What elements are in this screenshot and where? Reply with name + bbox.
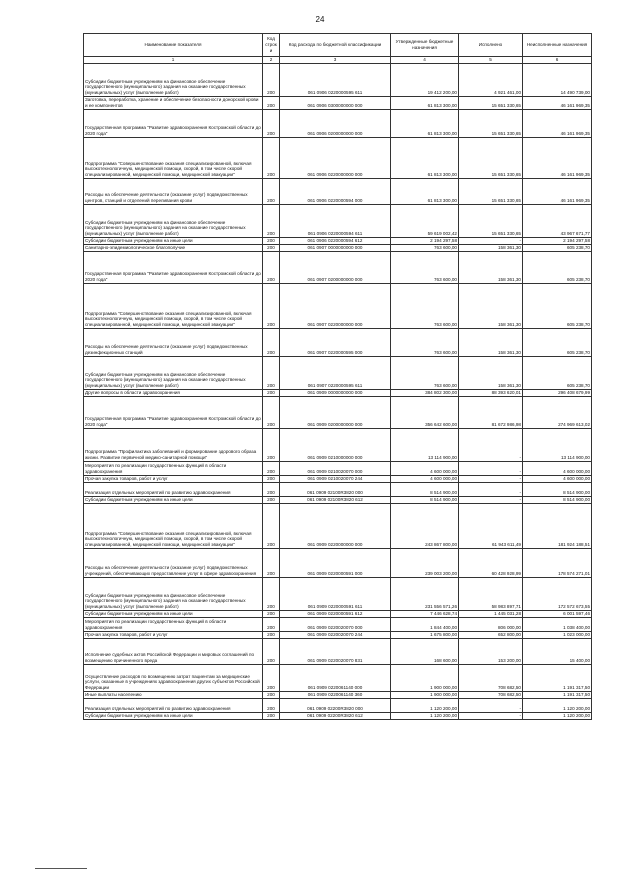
row-unexecuted-cell: 605 238,70 (523, 251, 592, 283)
row-name-cell: Реализация отдельных мероприятий по развитию здравоохранения (84, 482, 263, 496)
row-executed-cell: 15 651 330,65 (459, 137, 523, 178)
row-line-cell: 200 (263, 283, 280, 328)
table-row (84, 356, 592, 389)
row-name-cell: Субсидии бюджетным учреждениям на финансовое обеспечение государственного (муниципального) задания на оказание государственных (муниципальных) услуг (выполнение работ) (84, 356, 263, 389)
row-name-cell: Осуществление расходов по возмещению затрат пациентам за медицинские услуги, оказанные в учреждениях здравоохранения других субъектов Российской Федерации (84, 664, 263, 691)
row-code-cell: 061 0909 0000000000 000 (280, 389, 391, 396)
row-approved-cell: 168 600,00 (391, 638, 459, 664)
row-unexecuted-cell: 296 408 679,99 (523, 389, 592, 396)
row-approved-cell: 61 813 300,00 (391, 137, 459, 178)
row-approved-cell: 1 844 400,00 (391, 617, 459, 631)
table-row (84, 137, 592, 178)
row-executed-cell: 15 651 330,65 (459, 96, 523, 109)
header-budget-code: Код расхода по бюджетной классификации (280, 34, 391, 57)
row-code-cell: 061 0909 0210020070 244 (280, 475, 391, 482)
table-row (84, 461, 592, 475)
row-executed-cell: 60 428 928,99 (459, 548, 523, 577)
row-code-cell: 061 0906 0220000595 611 (280, 63, 391, 96)
row-executed-cell: - (459, 496, 523, 503)
row-name-cell: Расходы на обеспечение деятельности (оказание услуг) подведомственных учреждений, обеспечивающих предоставление услуг в сфере здравоохранения (84, 548, 263, 577)
table-row (84, 328, 592, 356)
table-row (84, 482, 592, 496)
row-approved-cell: 4 600 000,00 (391, 461, 459, 475)
row-approved-cell: 4 600 000,00 (391, 475, 459, 482)
table-row (84, 251, 592, 283)
row-code-cell: 061 0909 0210020070 000 (280, 461, 391, 475)
row-approved-cell: 1 675 800,00 (391, 631, 459, 638)
row-unexecuted-cell: 605 238,70 (523, 356, 592, 389)
table-row (84, 712, 592, 719)
row-code-cell: 061 0909 02100R3820 000 (280, 482, 391, 496)
row-name-cell: Государственная программа "Развитие здравоохранения Костромской области до 2020 года" (84, 109, 263, 137)
row-name-cell: Подпрограмма "Совершенствование оказания специализированной, включая высокотехнологичную, медицинской помощи, скорой, в том числе скорой специализированной, медицинской помощи, медицинской эвакуации" (84, 137, 263, 178)
row-unexecuted-cell: 1 120 200,00 (523, 712, 592, 719)
row-unexecuted-cell: 2 194 297,58 (523, 237, 592, 244)
row-code-cell: 061 0906 0220000000 000 (280, 137, 391, 178)
row-unexecuted-cell: 13 114 900,00 (523, 428, 592, 461)
row-name-cell: Расходы на обеспечение деятельности (оказание услуг) подведомственных дезинфекционных станций (84, 328, 263, 356)
row-code-cell: 061 0907 0220000000 000 (280, 283, 391, 328)
row-code-cell: 061 0909 0220000591 612 (280, 610, 391, 617)
row-approved-cell: 763 600,00 (391, 356, 459, 389)
row-executed-cell: 158 361,30 (459, 251, 523, 283)
table-row (84, 204, 592, 237)
row-line-cell: 200 (263, 428, 280, 461)
row-name-cell: Субсидии бюджетным учреждениям на финансовое обеспечение государственного (муниципального) задания на оказание государственных (муниципальных) услуг (выполнение работ) (84, 204, 263, 237)
row-name-cell: Субсидии бюджетным учреждениям на иные цели (84, 496, 263, 503)
row-line-cell: 200 (263, 356, 280, 389)
row-unexecuted-cell: 1 023 000,00 (523, 631, 592, 638)
row-unexecuted-cell: 14 490 739,00 (523, 63, 592, 96)
row-unexecuted-cell: 605 238,70 (523, 244, 592, 251)
row-approved-cell: 13 114 900,00 (391, 428, 459, 461)
row-approved-cell: 19 412 200,00 (391, 63, 459, 96)
table-row (84, 631, 592, 638)
table-row (84, 237, 592, 244)
row-line-cell: 200 (263, 503, 280, 548)
row-approved-cell: 8 514 900,00 (391, 482, 459, 496)
column-number: 2 (263, 57, 280, 64)
table-row (84, 178, 592, 204)
row-executed-cell: - (459, 461, 523, 475)
row-executed-cell: - (459, 712, 523, 719)
row-unexecuted-cell: 172 572 673,55 (523, 577, 592, 610)
row-name-cell: Иные выплаты населению (84, 691, 263, 698)
row-unexecuted-cell: 46 161 969,35 (523, 137, 592, 178)
row-name-cell: Подпрограмма "Профилактика заболеваний и формирование здорового образа жизни. Развитие первичной медико-санитарной помощи" (84, 428, 263, 461)
row-code-cell: 061 0907 0220000595 000 (280, 328, 391, 356)
row-name-cell: Расходы на обеспечение деятельности (оказание услуг) подведомственных центров, станций и отделений переливания крови (84, 178, 263, 204)
row-code-cell: 061 0906 0300000000 000 (280, 96, 391, 109)
row-line-cell: 200 (263, 178, 280, 204)
row-name-cell: Мероприятия по реализации государственных функций в области здравоохранения (84, 461, 263, 475)
row-unexecuted-cell: 605 238,70 (523, 328, 592, 356)
row-line-cell: 200 (263, 96, 280, 109)
table-row (84, 638, 592, 664)
row-code-cell: 061 0909 0220000591 000 (280, 548, 391, 577)
row-name-cell: Подпрограмма "Совершенствование оказания специализированной, включая высокотехнологичную, медицинской помощи, скорой, в том числе скорой специализированной, медицинской помощи, медицинской эвакуации" (84, 283, 263, 328)
row-line-cell: 200 (263, 328, 280, 356)
row-approved-cell: 7 446 628,74 (391, 610, 459, 617)
header-indicator-name: Наименование показателя (84, 34, 263, 57)
row-line-cell: 200 (263, 496, 280, 503)
table-row (84, 577, 592, 610)
row-name-cell: Реализация отдельных мероприятий по развитию здравоохранения (84, 698, 263, 712)
table-row (84, 548, 592, 577)
row-name-cell: Субсидии бюджетным учреждениям на иные цели (84, 610, 263, 617)
row-executed-cell: 58 983 897,71 (459, 577, 523, 610)
row-executed-cell: 158 361,30 (459, 328, 523, 356)
column-number: 1 (84, 57, 263, 64)
column-number-row (84, 57, 592, 64)
row-unexecuted-cell: 274 969 613,02 (523, 396, 592, 428)
row-executed-cell: 81 672 986,98 (459, 396, 523, 428)
row-code-cell: 061 0906 0220000594 612 (280, 237, 391, 244)
row-approved-cell: 1 120 200,00 (391, 698, 459, 712)
row-approved-cell: 61 813 300,00 (391, 178, 459, 204)
row-executed-cell: 158 361,30 (459, 356, 523, 389)
row-unexecuted-cell: 1 120 200,00 (523, 698, 592, 712)
row-unexecuted-cell: 43 967 671,77 (523, 204, 592, 237)
row-line-cell: 200 (263, 664, 280, 691)
row-name-cell: Заготовка, переработка, хранение и обеспечение безопасности донорской крови и ее компонентов (84, 96, 263, 109)
row-unexecuted-cell: 1 191 317,50 (523, 691, 592, 698)
row-line-cell: 200 (263, 63, 280, 96)
row-name-cell: Другие вопросы в области здравоохранения (84, 389, 263, 396)
row-code-cell: 061 0909 0220061140 000 (280, 664, 391, 691)
row-code-cell: 061 0907 0000000000 000 (280, 244, 391, 251)
row-line-cell: 200 (263, 610, 280, 617)
row-approved-cell: 61 813 300,00 (391, 96, 459, 109)
row-line-cell: 200 (263, 638, 280, 664)
table-row (84, 63, 592, 96)
row-name-cell: Подпрограмма "Совершенствование оказания специализированной, включая высокотехнологичную, медицинской помощи, скорой, в том числе скорой специализированной, медицинской помощи, медицинской эвакуации" (84, 503, 263, 548)
row-line-cell: 200 (263, 698, 280, 712)
header-executed: Исполнено (459, 34, 523, 57)
row-line-cell: 200 (263, 204, 280, 237)
row-code-cell: 061 0909 0220000000 000 (280, 503, 391, 548)
row-approved-cell: 384 802 300,00 (391, 389, 459, 396)
row-line-cell: 200 (263, 617, 280, 631)
row-executed-cell: 153 200,00 (459, 638, 523, 664)
row-code-cell: 061 0909 02100R3820 612 (280, 496, 391, 503)
table-row (84, 428, 592, 461)
row-unexecuted-cell: 1 038 400,00 (523, 617, 592, 631)
row-executed-cell: 806 000,00 (459, 617, 523, 631)
column-number: 5 (459, 57, 523, 64)
table-row (84, 617, 592, 631)
row-line-cell: 200 (263, 691, 280, 698)
row-executed-cell: - (459, 475, 523, 482)
row-executed-cell: 158 361,30 (459, 283, 523, 328)
row-name-cell: Государственная программа "Развитие здравоохранения Костромской области до 2020 года" (84, 396, 263, 428)
table-row (84, 109, 592, 137)
row-executed-cell: 652 800,00 (459, 631, 523, 638)
row-approved-cell: 1 900 000,00 (391, 691, 459, 698)
row-approved-cell: 8 514 900,00 (391, 496, 459, 503)
row-unexecuted-cell: 4 600 000,00 (523, 461, 592, 475)
row-executed-cell: 4 921 461,00 (459, 63, 523, 96)
row-line-cell: 200 (263, 389, 280, 396)
table-header-row (84, 34, 592, 57)
row-executed-cell: 708 682,50 (459, 664, 523, 691)
table-row (84, 698, 592, 712)
row-code-cell: 061 0909 0220020070 244 (280, 631, 391, 638)
row-name-cell: Субсидии бюджетным учреждениям на иные цели (84, 237, 263, 244)
row-executed-cell: 15 651 330,65 (459, 109, 523, 137)
row-name-cell: Прочая закупка товаров, работ и услуг (84, 631, 263, 638)
budget-execution-table (83, 33, 592, 720)
row-line-cell: 200 (263, 109, 280, 137)
column-number: 4 (391, 57, 459, 64)
page-number: 24 (315, 15, 325, 24)
row-line-cell: 200 (263, 461, 280, 475)
row-approved-cell: 231 556 571,26 (391, 577, 459, 610)
row-executed-cell: - (459, 698, 523, 712)
row-executed-cell: 15 651 330,65 (459, 204, 523, 237)
header-approved: Утвержденные бюджетные назначения (391, 34, 459, 57)
table-row (84, 691, 592, 698)
row-line-cell: 200 (263, 548, 280, 577)
row-approved-cell: 1 900 000,00 (391, 664, 459, 691)
row-line-cell: 200 (263, 482, 280, 496)
row-unexecuted-cell: 8 514 900,00 (523, 496, 592, 503)
header-line-code: Код строк и (263, 34, 280, 57)
table-row (84, 503, 592, 548)
row-code-cell: 061 0909 0220020070 000 (280, 617, 391, 631)
row-approved-cell: 243 867 800,00 (391, 503, 459, 548)
row-name-cell: Исполнение судебных актов Российской Федерации и мировых соглашений по возмещению причиненного вреда (84, 638, 263, 664)
row-name-cell: Государственная программа "Развитие здравоохранения Костромской области до 2020 года" (84, 251, 263, 283)
row-approved-cell: 2 194 297,58 (391, 237, 459, 244)
row-unexecuted-cell: 178 574 271,01 (523, 548, 592, 577)
row-line-cell: 200 (263, 712, 280, 719)
row-executed-cell: 1 445 031,28 (459, 610, 523, 617)
header-unexecuted: Неисполненные назначения (523, 34, 592, 57)
row-approved-cell: 239 003 200,00 (391, 548, 459, 577)
row-code-cell: 061 0909 0220020070 831 (280, 638, 391, 664)
table-row (84, 496, 592, 503)
row-line-cell: 200 (263, 237, 280, 244)
table-row (84, 389, 592, 396)
row-executed-cell: - (459, 237, 523, 244)
row-line-cell: 200 (263, 137, 280, 178)
row-unexecuted-cell: 6 001 597,46 (523, 610, 592, 617)
column-number: 6 (523, 57, 592, 64)
table-row (84, 664, 592, 691)
row-code-cell: 061 0907 0200000000 000 (280, 251, 391, 283)
row-line-cell: 200 (263, 396, 280, 428)
row-name-cell: Санитарно-эпидемиологическое благополучие (84, 244, 263, 251)
row-executed-cell: - (459, 482, 523, 496)
row-unexecuted-cell: 4 600 000,00 (523, 475, 592, 482)
row-line-cell: 200 (263, 475, 280, 482)
footer-divider (35, 868, 87, 869)
row-approved-cell: 356 642 600,00 (391, 396, 459, 428)
row-name-cell: Прочая закупка товаров, работ и услуг (84, 475, 263, 482)
row-executed-cell: 708 682,50 (459, 691, 523, 698)
row-code-cell: 061 0906 0220000594 000 (280, 178, 391, 204)
row-unexecuted-cell: 15 400,00 (523, 638, 592, 664)
row-executed-cell: - (459, 428, 523, 461)
row-code-cell: 061 0909 0220000591 611 (280, 577, 391, 610)
row-unexecuted-cell: 46 161 969,35 (523, 96, 592, 109)
table-row (84, 283, 592, 328)
row-unexecuted-cell: 46 161 969,35 (523, 178, 592, 204)
row-name-cell: Субсидии бюджетным учреждениям на финансовое обеспечение государственного (муниципального) задания на оказание государственных (муниципальных) услуг (выполнение работ) (84, 577, 263, 610)
row-code-cell: 061 0909 0200000000 000 (280, 396, 391, 428)
row-code-cell: 061 0907 0220000595 611 (280, 356, 391, 389)
row-approved-cell: 763 600,00 (391, 251, 459, 283)
row-code-cell: 061 0909 0220061140 360 (280, 691, 391, 698)
row-executed-cell: 15 651 330,65 (459, 178, 523, 204)
row-executed-cell: 61 943 611,49 (459, 503, 523, 548)
row-unexecuted-cell: 8 514 900,00 (523, 482, 592, 496)
row-approved-cell: 59 619 002,42 (391, 204, 459, 237)
row-line-cell: 200 (263, 631, 280, 638)
row-code-cell: 061 0909 0210000000 000 (280, 428, 391, 461)
row-code-cell: 061 0909 02200R3820 612 (280, 712, 391, 719)
column-number: 3 (280, 57, 391, 64)
table-row (84, 244, 592, 251)
row-name-cell: Субсидии бюджетным учреждениям на иные цели (84, 712, 263, 719)
row-approved-cell: 1 120 200,00 (391, 712, 459, 719)
table-row (84, 475, 592, 482)
row-approved-cell: 61 813 300,00 (391, 109, 459, 137)
row-unexecuted-cell: 181 924 188,51 (523, 503, 592, 548)
table-row (84, 610, 592, 617)
row-code-cell: 061 0906 0220000594 611 (280, 204, 391, 237)
table-row (84, 396, 592, 428)
row-unexecuted-cell: 46 161 969,35 (523, 109, 592, 137)
row-line-cell: 200 (263, 244, 280, 251)
row-approved-cell: 763 600,00 (391, 328, 459, 356)
row-approved-cell: 763 600,00 (391, 244, 459, 251)
row-name-cell: Мероприятия по реализации государственных функций в области здравоохранения (84, 617, 263, 631)
row-code-cell: 061 0909 02200R3820 000 (280, 698, 391, 712)
row-code-cell: 061 0906 0200000000 000 (280, 109, 391, 137)
table-row (84, 96, 592, 109)
table-body (84, 63, 592, 719)
row-executed-cell: 158 361,30 (459, 244, 523, 251)
row-approved-cell: 763 600,00 (391, 283, 459, 328)
row-line-cell: 200 (263, 251, 280, 283)
row-name-cell: Субсидии бюджетным учреждениям на финансовое обеспечение государственного (муниципального) задания на оказание государственных (муниципальных) услуг (выполнение работ) (84, 63, 263, 96)
row-line-cell: 200 (263, 577, 280, 610)
row-unexecuted-cell: 1 191 317,50 (523, 664, 592, 691)
row-unexecuted-cell: 605 238,70 (523, 283, 592, 328)
row-executed-cell: 88 393 620,01 (459, 389, 523, 396)
